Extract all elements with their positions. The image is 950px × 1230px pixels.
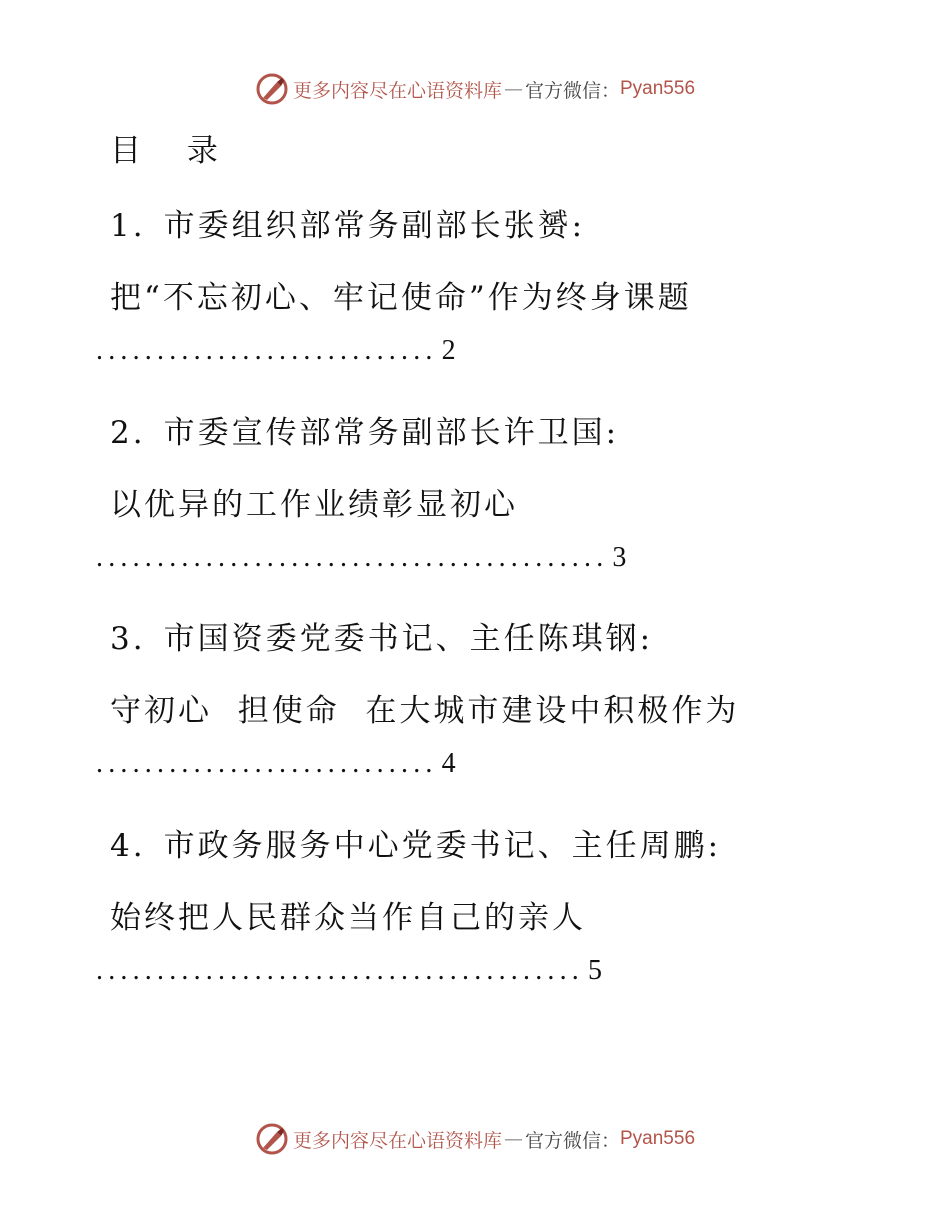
dot-leader: ............................ (96, 748, 438, 779)
footer-watermark (0, 1122, 950, 1156)
page-number: 4 (441, 748, 456, 779)
toc-entry-1-title[interactable]: 把“不忘初心、牢记使命”作为终身课题 (110, 280, 692, 316)
toc-entry-number: 1. (110, 208, 146, 244)
toc-title: 目 录 (110, 133, 236, 169)
toc-entry-speaker: 市国资委党委书记、主任陈琪钢: (163, 621, 654, 657)
toc-entry-4-leader[interactable] (96, 955, 602, 987)
banner-dash: — (503, 1128, 523, 1150)
banner-handle: Pyan556 (620, 1128, 696, 1149)
dot-leader: ........................................ (96, 955, 584, 986)
banner-text: 更多内容尽在心语资料库 (292, 79, 502, 102)
toc-entry-1-heading (110, 200, 585, 245)
banner-dash: — (503, 78, 523, 100)
toc-entry-2-title[interactable]: 以优异的工作业绩彰显初心 (110, 487, 518, 523)
header-watermark (0, 72, 950, 106)
toc-entry-4-title[interactable]: 始终把人民群众当作自己的亲人 (110, 900, 586, 936)
toc-entry-3-title[interactable]: 守初心 担使命 在大城市建设中积极作为 (110, 693, 740, 729)
banner-handle: Pyan556 (620, 78, 696, 99)
dot-leader: .......................................... (96, 542, 609, 573)
page-number: 5 (588, 955, 602, 986)
toc-entry-4-heading (110, 820, 721, 865)
toc-entry-speaker: 市委组织部常务副部长张赟: (163, 208, 586, 244)
toc-entry-3-leader[interactable] (96, 748, 456, 780)
page-number: 3 (612, 542, 627, 573)
pen-logo-icon (255, 72, 289, 106)
toc-entry-speaker: 市政务服务中心党委书记、主任周鹏: (163, 828, 722, 864)
pen-logo-icon (255, 1122, 289, 1156)
toc-entry-1-leader[interactable] (96, 335, 456, 367)
page-number: 2 (441, 335, 456, 366)
banner-text: 更多内容尽在心语资料库 (292, 1129, 502, 1152)
toc-entry-2-heading (110, 407, 619, 452)
toc-entry-number: 4. (110, 828, 146, 864)
toc-entry-number: 3. (110, 621, 146, 657)
toc-entry-number: 2. (110, 415, 146, 451)
toc-entry-speaker: 市委宣传部常务副部长许卫国: (163, 415, 620, 451)
banner-official: 官方微信： (524, 79, 620, 102)
dot-leader: ............................ (96, 335, 438, 366)
banner-official: 官方微信： (524, 1129, 620, 1152)
toc-entry-2-leader[interactable] (96, 542, 626, 574)
toc-entry-3-heading (110, 613, 653, 658)
